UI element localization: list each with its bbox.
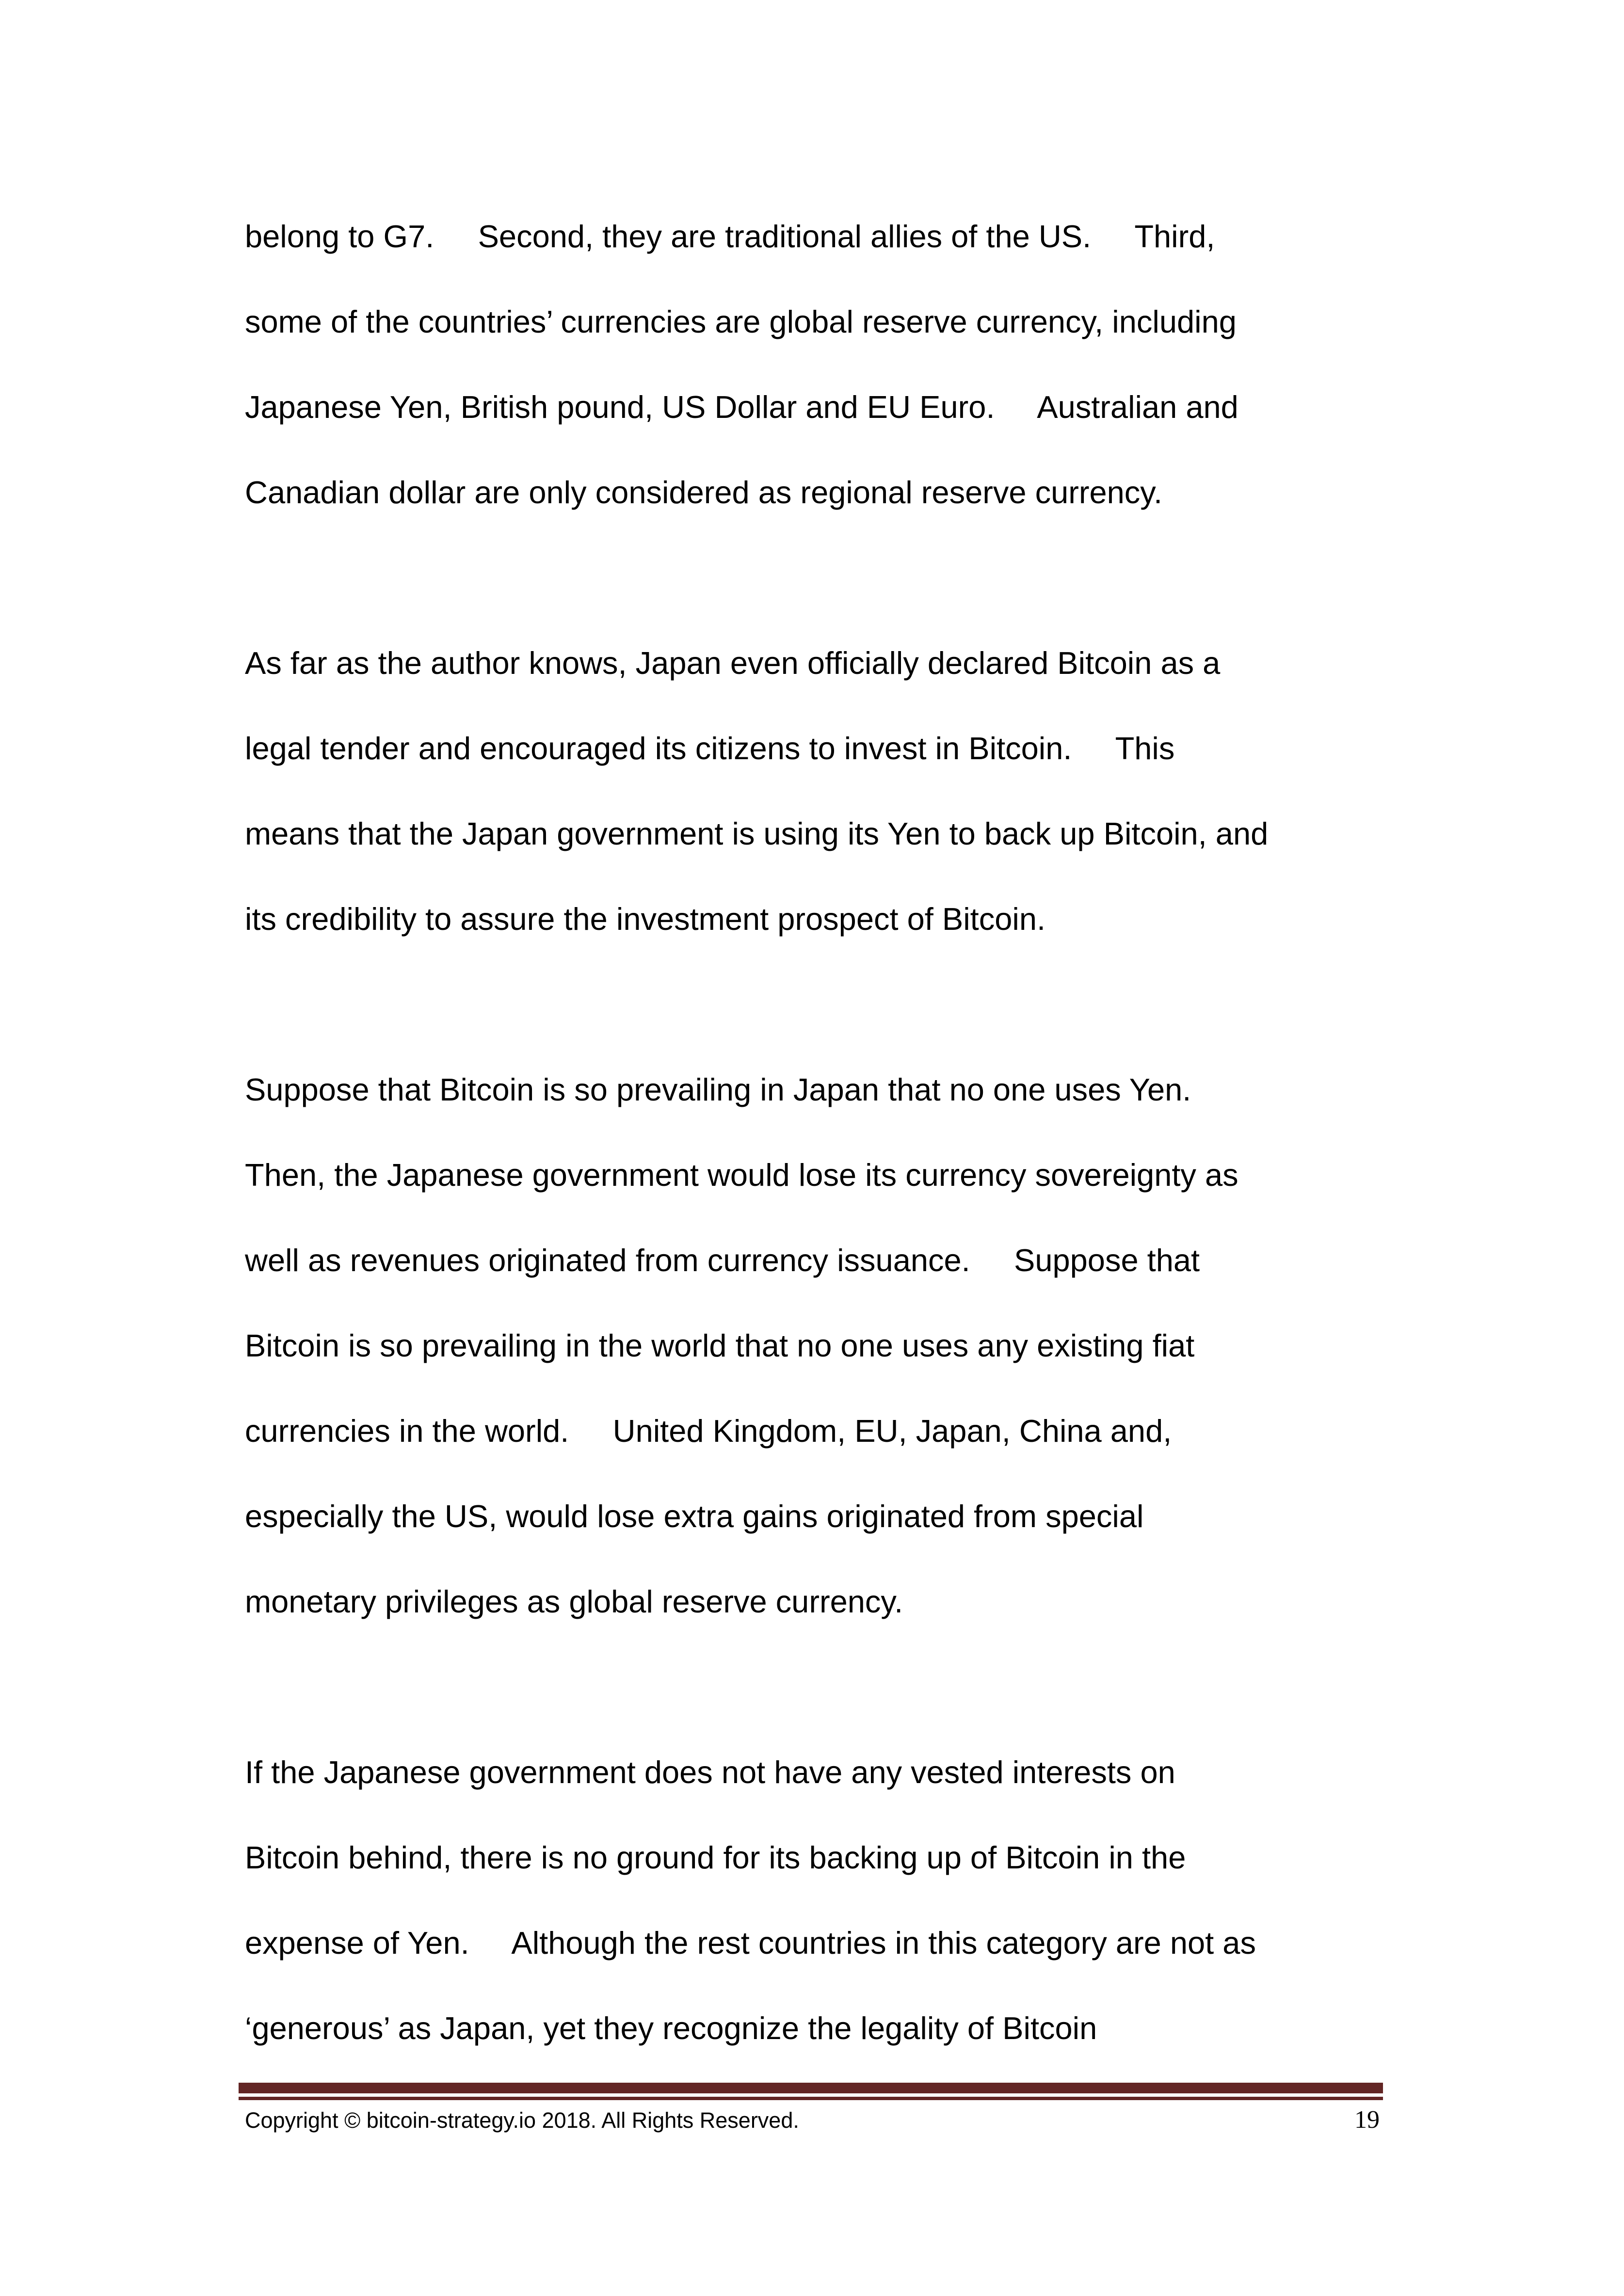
- text-line: Canadian dollar are only considered as regional reserve currency.: [245, 475, 1163, 510]
- text-line: ‘generous’ as Japan, yet they recognize the legality of Bitcoin: [245, 2010, 1097, 2046]
- text-line: especially the US, would lose extra gains originated from special: [245, 1499, 1144, 1534]
- paragraph-2: [245, 621, 1389, 962]
- text-line: some of the countries’ currencies are global reserve currency, including: [245, 304, 1237, 339]
- text-line: its credibility to assure the investment prospect of Bitcoin.: [245, 901, 1046, 937]
- text-line: legal tender and encouraged its citizens to invest in Bitcoin. This: [245, 731, 1175, 766]
- text-line: Bitcoin behind, there is no ground for its backing up of Bitcoin in the: [245, 1840, 1186, 1875]
- text-line: As far as the author knows, Japan even officially declared Bitcoin as a: [245, 645, 1221, 681]
- text-line: Then, the Japanese government would lose its currency sovereignty as: [245, 1157, 1238, 1193]
- text-line: Japanese Yen, British pound, US Dollar and EU Euro. Australian and: [245, 389, 1238, 425]
- text-line: Suppose that Bitcoin is so prevailing in Japan that no one uses Yen.: [245, 1072, 1191, 1107]
- footer-rule-thick: [239, 2083, 1383, 2093]
- text-line: If the Japanese government does not have any vested interests on: [245, 1754, 1175, 1790]
- paragraph-3: [245, 1047, 1389, 1644]
- text-line: well as revenues originated from currency issuance. Suppose that: [245, 1243, 1200, 1278]
- text-line: monetary privileges as global reserve currency.: [245, 1584, 903, 1619]
- paragraph-1: [245, 194, 1389, 535]
- page-footer: [245, 2105, 1380, 2135]
- page-number: 19: [1354, 2106, 1380, 2134]
- page-body-text: [245, 194, 1389, 2156]
- text-line: currencies in the world. United Kingdom, EU, Japan, China and,: [245, 1413, 1172, 1449]
- footer-copyright: Copyright © bitcoin-strategy.io 2018. All Rights Reserved.: [245, 2108, 799, 2133]
- text-line: expense of Yen. Although the rest countries in this category are not as: [245, 1925, 1256, 1961]
- text-line: means that the Japan government is using its Yen to back up Bitcoin, and: [245, 816, 1269, 851]
- paragraph-4: [245, 1730, 1389, 2071]
- text-line: belong to G7. Second, they are traditional allies of the US. Third,: [245, 219, 1215, 254]
- footer-rule-thin: [239, 2097, 1383, 2100]
- text-line: Bitcoin is so prevailing in the world that no one uses any existing fiat: [245, 1328, 1195, 1363]
